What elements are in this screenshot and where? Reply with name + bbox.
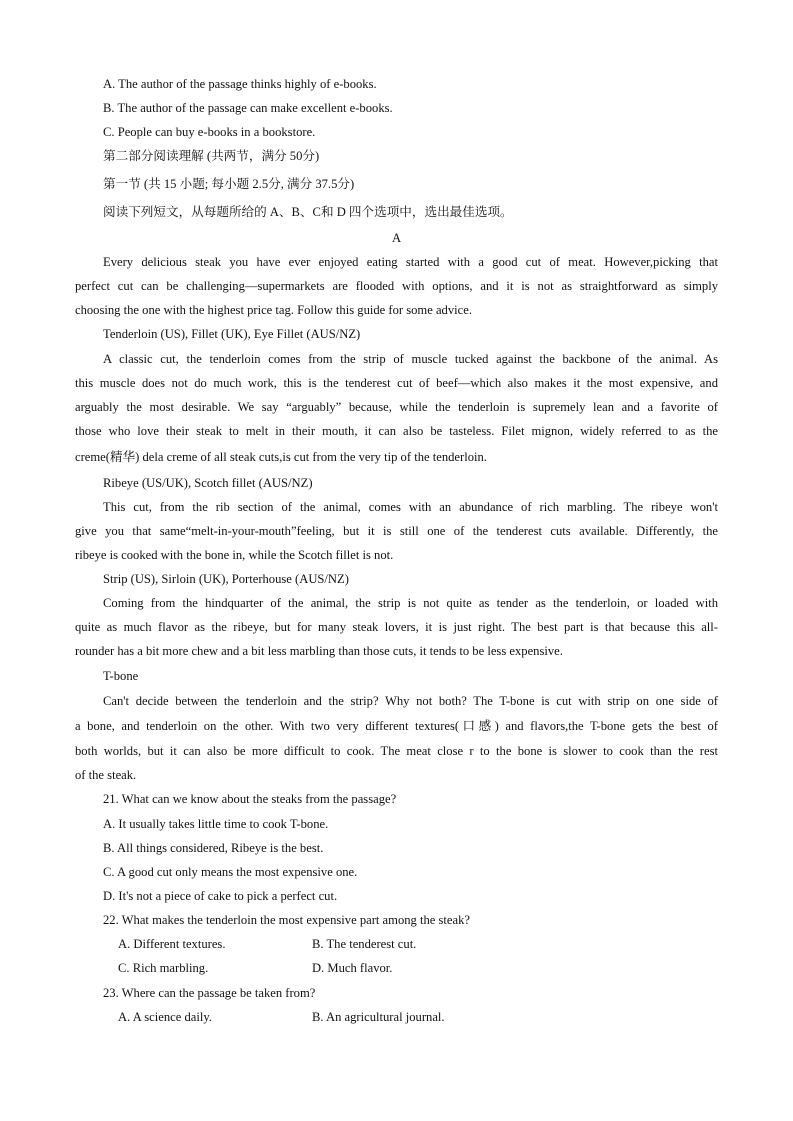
question-22-option-b: B. The tenderest cut. <box>312 937 417 951</box>
instructions: 阅读下列短文，从每题所给的 A、B、C和 D 四个选项中，选出最佳选项。 <box>103 205 513 219</box>
question-21-option-a: A. It usually takes little time to cook T-bone. <box>103 817 329 831</box>
subheading-ribeye: Ribeye (US/UK), Scotch fillet (AUS/NZ) <box>103 476 313 490</box>
subheading-tenderloin: Tenderloin (US), Fillet (UK), Eye Fillet (AUS/NZ) <box>103 327 361 341</box>
tenderloin-para-line: this muscle does not do much work, this is the tenderest cut of beef—which also makes it the most expensive, and <box>75 376 718 390</box>
tbone-para-line: Can't decide between the tenderloin and the strip? Why not both? The T-bone is cut with strip on one side of <box>103 694 718 708</box>
part-title: 第二部分阅读理解 (共两节，满分 50分) <box>103 149 320 163</box>
question-21-option-d: D. It's not a piece of cake to pick a perfect cut. <box>103 889 338 903</box>
strip-para-line: rounder has a bit more chew and a bit less marbling than those cuts, it tends to be less expensive. <box>75 644 563 658</box>
subheading-tbone: T-bone <box>103 669 139 683</box>
ribeye-para-line: This cut, from the rib section of the animal, comes with an abundance of rich marbling. The ribeye won't <box>103 500 718 514</box>
passage-intro-line: Every delicious steak you have ever enjoyed eating started with a good cut of meat. However,picking that <box>103 255 718 269</box>
tbone-para-line: both worlds, but it can also be more difficult to cook. The meat close r to the bone is slower to cook than the rest <box>75 744 718 758</box>
prev-option-c: C. People can buy e-books in a bookstore. <box>103 125 316 139</box>
question-23-option-a: A. A science daily. <box>118 1010 212 1024</box>
ribeye-para-line: give you that same“melt-in-your-mouth”feeling, but it is still one of the tenderest cuts available. Differently, the <box>75 524 718 538</box>
passage-intro-line: choosing the one with the highest price tag. Follow this guide for some advice. <box>75 303 472 317</box>
question-22-stem: 22. What makes the tenderloin the most expensive part among the steak? <box>103 913 470 927</box>
tenderloin-para-line: A classic cut, the tenderloin comes from the strip of muscle tucked against the backbone of the animal. As <box>103 352 718 366</box>
question-21-option-b: B. All things considered, Ribeye is the best. <box>103 841 324 855</box>
question-23-stem: 23. Where can the passage be taken from? <box>103 986 316 1000</box>
question-22-option-d: D. Much flavor. <box>312 961 393 975</box>
passage-intro-line: perfect cut can be challenging—supermarkets are flooded with options, and it is not as straightforward as simply <box>75 279 718 293</box>
tbone-para-line: of the steak. <box>75 768 137 782</box>
passage-label: A <box>391 231 402 245</box>
question-21-stem: 21. What can we know about the steaks from the passage? <box>103 792 397 806</box>
tenderloin-para-line: those who love their steak to melt in their mouth, it can also be tasteless. Filet mignon, widely referred to as the <box>75 424 718 438</box>
tbone-para-line: a bone, and tenderloin on the other. With two very different textures(口感) and flavors,the T-bone gets the best of <box>75 719 718 733</box>
section-title: 第一节 (共 15 小题; 每小题 2.5分, 满分 37.5分) <box>103 177 355 191</box>
question-23-option-b: B. An agricultural journal. <box>312 1010 445 1024</box>
strip-para-line: quite as much flavor as the ribeye, but for many steak lovers, it is just right. The best part is that because this all- <box>75 620 718 634</box>
prev-option-a: A. The author of the passage thinks highly of e-books. <box>103 77 377 91</box>
tenderloin-para-line: arguably the most desirable. We say “arguably” because, while the tenderloin is supremely lean and a favorite of <box>75 400 718 414</box>
ribeye-para-line: ribeye is cooked with the bone in, while the Scotch fillet is not. <box>75 548 394 562</box>
question-21-option-c: C. A good cut only means the most expensive one. <box>103 865 358 879</box>
question-22-option-c: C. Rich marbling. <box>118 961 209 975</box>
question-22-option-a: A. Different textures. <box>118 937 226 951</box>
strip-para-line: Coming from the hindquarter of the animal, the strip is not quite as tender as the tenderloin, or loaded with <box>103 596 718 610</box>
subheading-strip: Strip (US), Sirloin (UK), Porterhouse (AUS/NZ) <box>103 572 349 586</box>
tenderloin-para-line: creme(精华) dela creme of all steak cuts,is cut from the very tip of the tenderloin. <box>75 450 487 464</box>
prev-option-b: B. The author of the passage can make excellent e-books. <box>103 101 393 115</box>
